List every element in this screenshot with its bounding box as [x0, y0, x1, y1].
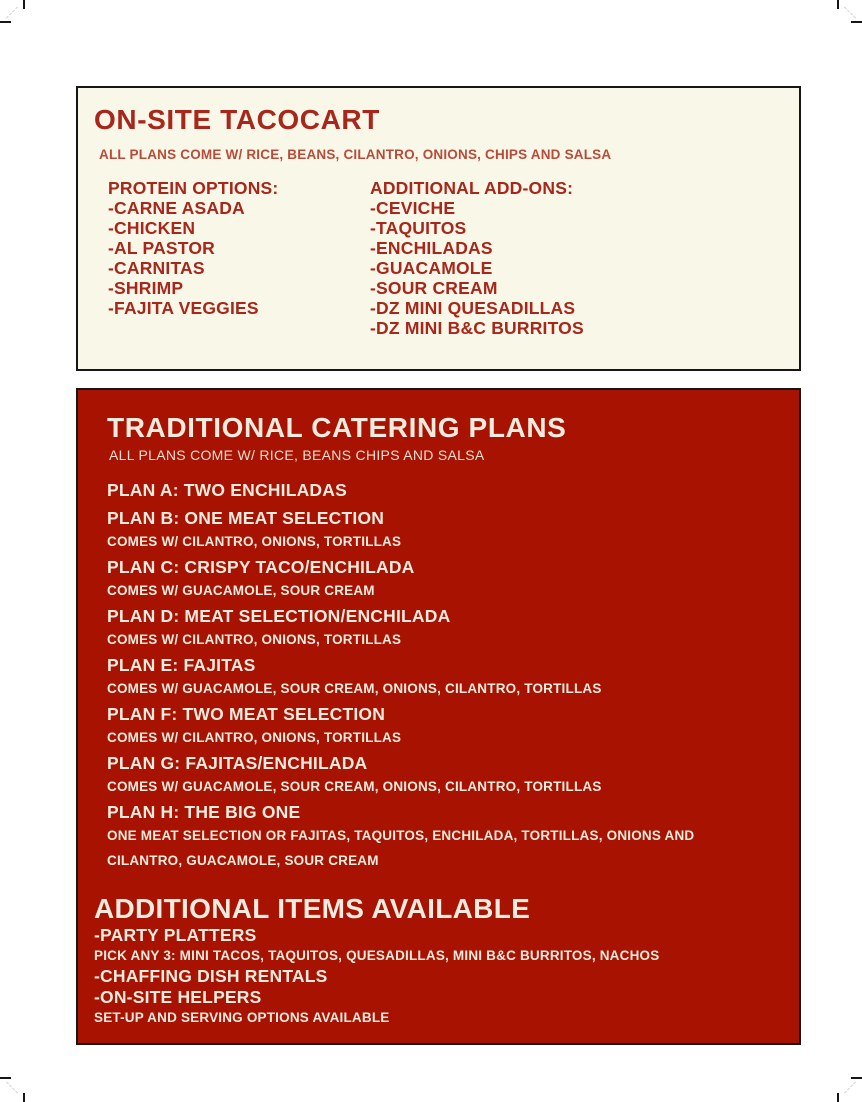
additional-item-label: -ON-SITE HELPERS	[94, 986, 262, 1007]
plan-item	[107, 604, 757, 653]
plan-details: COMES W/ CILANTRO, ONIONS, TORTILLAS	[107, 534, 402, 549]
additional-items-title: ADDITIONAL ITEMS AVAILABLE	[94, 893, 531, 924]
protein-option-item: -AL PASTOR	[108, 238, 216, 258]
crop-mark-vline	[837, 1093, 839, 1102]
tacocart-card	[76, 86, 801, 371]
additional-items-section	[94, 892, 779, 1027]
plan-name: PLAN B: ONE MEAT SELECTION	[107, 507, 385, 528]
protein-option-item: -CHICKEN	[108, 218, 196, 238]
additional-item-note: SET-UP AND SERVING OPTIONS AVAILABLE	[94, 1009, 390, 1025]
addon-item: -SOUR CREAM	[370, 278, 498, 298]
protein-option-item: -CARNE ASADA	[108, 198, 245, 218]
plan-item	[107, 555, 757, 604]
tacocart-title: ON-SITE TACOCART	[94, 104, 380, 135]
plan-item	[107, 478, 757, 503]
plan-details: COMES W/ CILANTRO, ONIONS, TORTILLAS	[107, 730, 402, 745]
additional-item	[94, 925, 779, 966]
protein-options-list	[108, 178, 278, 318]
addons-header: ADDITIONAL ADD-ONS:	[370, 178, 574, 198]
plan-details: COMES W/ GUACAMOLE, SOUR CREAM	[107, 583, 375, 598]
crop-mark-diagonal	[844, 1081, 856, 1093]
protein-option-item: -FAJITA VEGGIES	[108, 298, 259, 318]
plans-list	[107, 478, 757, 873]
additional-item-label: -CHAFFING DISH RENTALS	[94, 965, 328, 986]
plan-item	[107, 800, 757, 874]
plan-name: PLAN C: CRISPY TACO/ENCHILADA	[107, 556, 415, 577]
plan-name: PLAN D: MEAT SELECTION/ENCHILADA	[107, 605, 451, 626]
catering-card	[76, 388, 801, 1045]
crop-mark-vline	[23, 1093, 25, 1102]
crop-mark-diagonal	[6, 6, 18, 18]
additional-item-note: PICK ANY 3: MINI TACOS, TAQUITOS, QUESADILLAS, MINI B&C BURRITOS, NACHOS	[94, 948, 660, 963]
protein-option-item: -CARNITAS	[108, 258, 205, 278]
addon-item: -DZ MINI B&C BURRITOS	[370, 318, 584, 338]
plan-name: PLAN A: TWO ENCHILADAS	[107, 480, 347, 500]
plan-name: PLAN G: FAJITAS/ENCHILADA	[107, 752, 368, 773]
plan-item	[107, 702, 757, 751]
addon-item: -TAQUITOS	[370, 218, 467, 238]
addon-item: -DZ MINI QUESADILLAS	[370, 298, 576, 318]
protein-option-item: -SHRIMP	[108, 278, 184, 298]
crop-mark-diagonal	[6, 1081, 18, 1093]
crop-mark-hline	[851, 21, 862, 23]
plan-details: ONE MEAT SELECTION OR FAJITAS, TAQUITOS, ENCHILADA, TORTILLAS, ONIONS AND CILANTRO, GUACAMOLE, SOUR CREAM	[107, 828, 695, 868]
plan-item	[107, 506, 757, 555]
catering-subtitle: ALL PLANS COME W/ RICE, BEANS CHIPS AND SALSA	[109, 447, 485, 463]
plan-details: COMES W/ GUACAMOLE, SOUR CREAM, ONIONS, CILANTRO, TORTILLAS	[107, 779, 602, 794]
plan-name: PLAN H: THE BIG ONE	[107, 801, 301, 822]
crop-mark-hline	[851, 1077, 862, 1079]
additional-item	[94, 987, 779, 1028]
plan-name: PLAN E: FAJITAS	[107, 654, 256, 675]
plan-item	[107, 751, 757, 800]
tacocart-subtitle: ALL PLANS COME W/ RICE, BEANS, CILANTRO, ONIONS, CHIPS AND SALSA	[99, 147, 612, 162]
plan-name: PLAN F: TWO MEAT SELECTION	[107, 703, 386, 724]
additional-item-label: -PARTY PLATTERS	[94, 925, 257, 945]
crop-mark-diagonal	[844, 6, 856, 18]
plan-details: COMES W/ GUACAMOLE, SOUR CREAM, ONIONS, CILANTRO, TORTILLAS	[107, 681, 602, 696]
protein-options-header: PROTEIN OPTIONS:	[108, 178, 279, 198]
addons-list	[370, 178, 584, 338]
catering-title: TRADITIONAL CATERING PLANS	[107, 412, 567, 443]
additional-item	[94, 966, 779, 987]
crop-mark-hline	[0, 21, 11, 23]
crop-mark-hline	[0, 1077, 11, 1079]
plan-item	[107, 653, 757, 702]
crop-mark-vline	[23, 0, 25, 9]
addon-item: -GUACAMOLE	[370, 258, 493, 278]
addon-item: -CEVICHE	[370, 198, 456, 218]
crop-mark-vline	[837, 0, 839, 9]
addon-item: -ENCHILADAS	[370, 238, 493, 258]
plan-details: COMES W/ CILANTRO, ONIONS, TORTILLAS	[107, 632, 402, 647]
